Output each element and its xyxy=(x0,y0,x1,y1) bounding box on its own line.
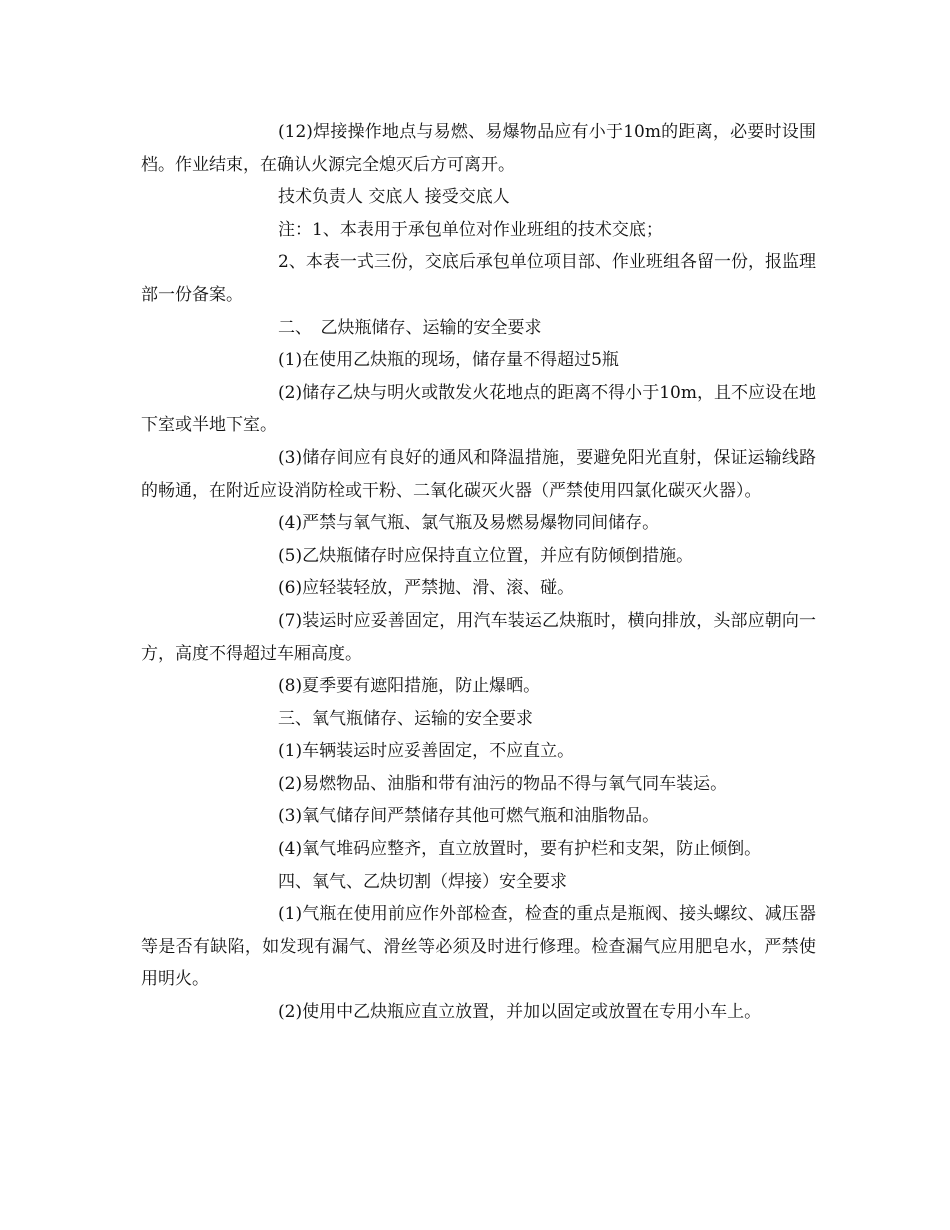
paragraph-acetylene-2: (2)储存乙炔与明火或散发火花地点的距离不得小于10m，且不应设在地下室或半地下室。 xyxy=(141,382,816,436)
paragraph-acetylene-5: (5)乙炔瓶储存时应保持直立位置，并应有防倾倒措施。 xyxy=(278,545,694,566)
paragraph-oxygen-1: (1)车辆装运时应妥善固定，不应直立。 xyxy=(278,741,575,762)
paragraph-acetylene-7: (7)装运时应妥善固定，用汽车装运乙炔瓶时，横向排放，头部应朝向一方，高度不得超过车厢高度。 xyxy=(141,610,816,664)
section-heading-oxygen: 三、氧气瓶储存、运输的安全要求 xyxy=(278,708,533,729)
section-heading-cutting: 四、氧气、乙炔切割（焊接）安全要求 xyxy=(278,871,567,892)
paragraph-welding-distance: (12)焊接操作地点与易燃、易爆物品应有小于10m的距离，必要时设围档。作业结束，在确认火源完全熄灭后方可离开。 xyxy=(141,122,816,175)
paragraph-cutting-2: (2)使用中乙炔瓶应直立放置，并加以固定或放置在专用小车上。 xyxy=(278,1002,762,1023)
paragraph-oxygen-2: (2)易燃物品、油脂和带有油污的物品不得与氧气同车装运。 xyxy=(278,773,728,794)
paragraph-acetylene-8: (8)夏季要有遮阳措施，防止爆晒。 xyxy=(278,676,541,697)
paragraph-acetylene-4: (4)严禁与氧气瓶、氯气瓶及易燃易爆物同间储存。 xyxy=(278,513,660,534)
section-heading-acetylene: 二、 乙炔瓶储存、运输的安全要求 xyxy=(278,317,542,338)
paragraph-note-1: 注：1、本表用于承包单位对作业班组的技术交底； xyxy=(278,219,663,240)
paragraph-oxygen-4: (4)氧气堆码应整齐，直立放置时，要有护栏和支架，防止倾倒。 xyxy=(278,839,762,860)
paragraph-cutting-1: (1)气瓶在使用前应作外部检查，检查的重点是瓶阀、接头螺纹、减压器等是否有缺陷，如发现有漏气、滑丝等必须及时进行修理。检查漏气应用肥皂水，严禁使用明火。 xyxy=(141,904,816,990)
paragraph-acetylene-6: (6)应轻装轻放，严禁抛、滑、滚、碰。 xyxy=(278,578,575,599)
paragraph-acetylene-3: (3)储存间应有良好的通风和降温措施，要避免阳光直射，保证运输线路的畅通，在附近应设消防栓或干粉、二氧化碳灭火器（严禁使用四氯化碳灭火器）。 xyxy=(141,447,816,501)
paragraph-note-2: 2、本表一式三份，交底后承包单位项目部、作业班组各留一份，报监理部一份备案。 xyxy=(141,252,816,305)
paragraph-acetylene-1: (1)在使用乙炔瓶的现场，储存量不得超过5瓶 xyxy=(278,350,619,371)
document-body xyxy=(141,116,816,1029)
paragraph-oxygen-3: (3)氧气储存间严禁储存其他可燃气瓶和油脂物品。 xyxy=(278,806,660,827)
paragraph-signatures: 技术负责人 交底人 接受交底人 xyxy=(278,187,510,208)
